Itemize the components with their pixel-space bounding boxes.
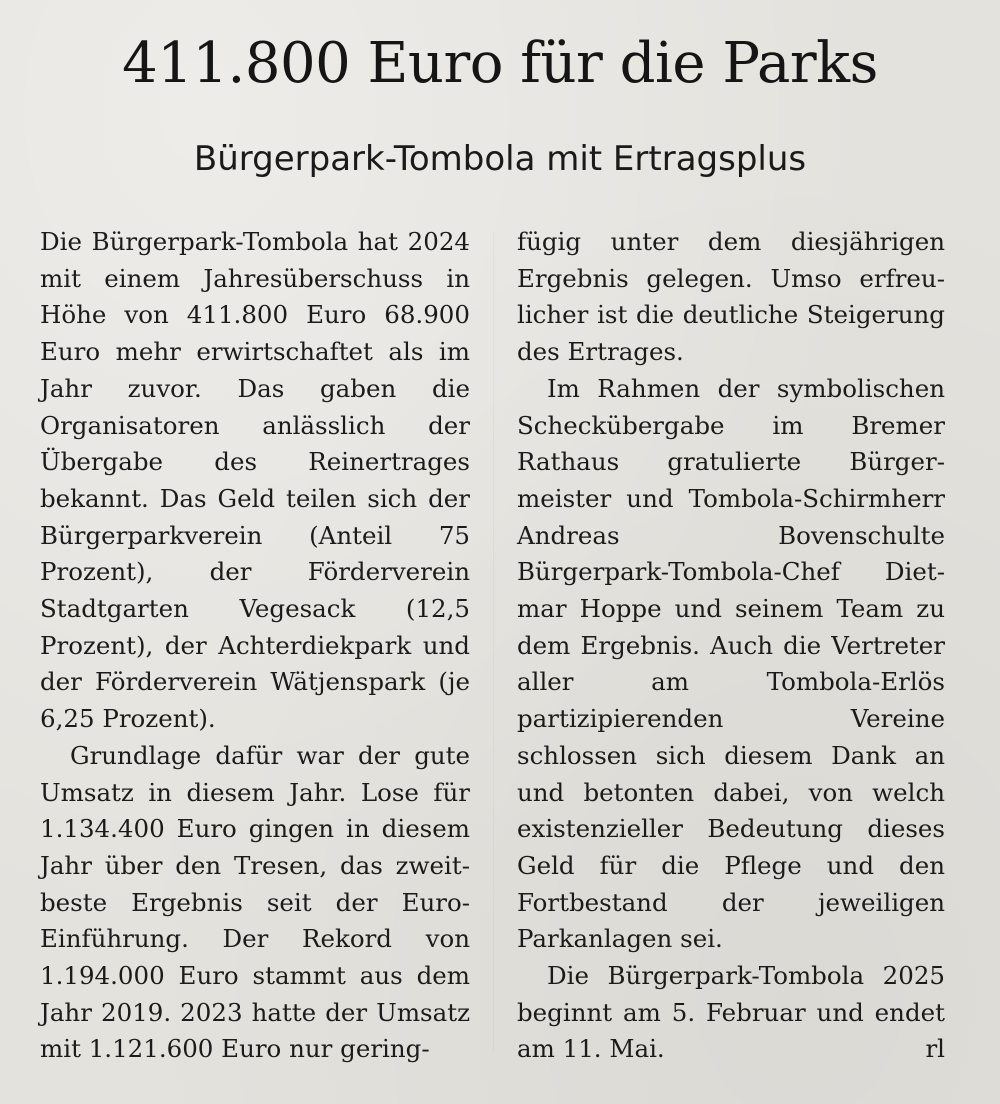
article-paragraph-4	[517, 958, 945, 1068]
headline: 411.800 Euro für die Parks	[122, 31, 878, 96]
article-paragraph-3: Im Rahmen der symbolischen Scheckübergabe im Bremer Rathaus gratulierte Bürgermeister und Tombola-Schirmherr Andreas Bovenschulte Bürgerpark-Tombola-Chef Dietmar Hoppe und seinem Team zu dem Ergebnis. Auch die Vertreter aller am Tombola-Erlös partizipierenden Vereine schlossen sich diesem Dank an und betonten dabei, von welch existenzieller Bedeutung dieses Geld für die Pflege und den Fortbestand der jeweiligen Parkanlagen sei.	[517, 373, 945, 954]
article-column-left	[40, 224, 470, 1068]
subheadline: Bürgerpark-Tombola mit Ertragsplus	[193, 139, 807, 179]
column-gutter	[493, 232, 494, 1052]
article-paragraph-2-part-1: Grundlage dafür war der gute Umsatz in diesem Jahr. Lose für 1.134.400 Euro gingen in diesem Jahr über den Tresen, das zweitbeste Ergebnis seit der Euro-Einführung. Der Rekord von 1.194.000 Euro stammt aus dem Jahr 2019. 2023 hatte der Umsatz mit 1.121.600 Euro nur gering-	[40, 740, 470, 1064]
author-byline: rl	[925, 1034, 945, 1064]
article-paragraph-1: Die Bürgerpark-Tombola hat 2024 mit einem Jahresüberschuss in Höhe von 411.800 Euro 68.900 Euro mehr erwirtschaftet als im Jahr zuvor. Das gaben die Organisatoren anlässlich der Übergabe des Reinertrages bekannt. Das Geld teilen sich der Bürgerparkverein (Anteil 75 Prozent), der Förderverein Stadtgarten Vegesack (12,5 Prozent), der Achterdiekpark und der Förderverein Wätjenspark (je 6,25 Prozent).	[40, 227, 470, 734]
article-paragraph-4-text: Die Bürgerpark-Tombola 2025 beginnt am 5. Februar und endet am 11. Mai.	[517, 961, 945, 1064]
article-paragraph-2-part-2: fügig unter dem diesjährigen Ergebnis gelegen. Umso erfreulicher ist die deutliche Steigerung des Ertrages.	[517, 227, 945, 367]
article-column-right	[517, 224, 945, 1068]
